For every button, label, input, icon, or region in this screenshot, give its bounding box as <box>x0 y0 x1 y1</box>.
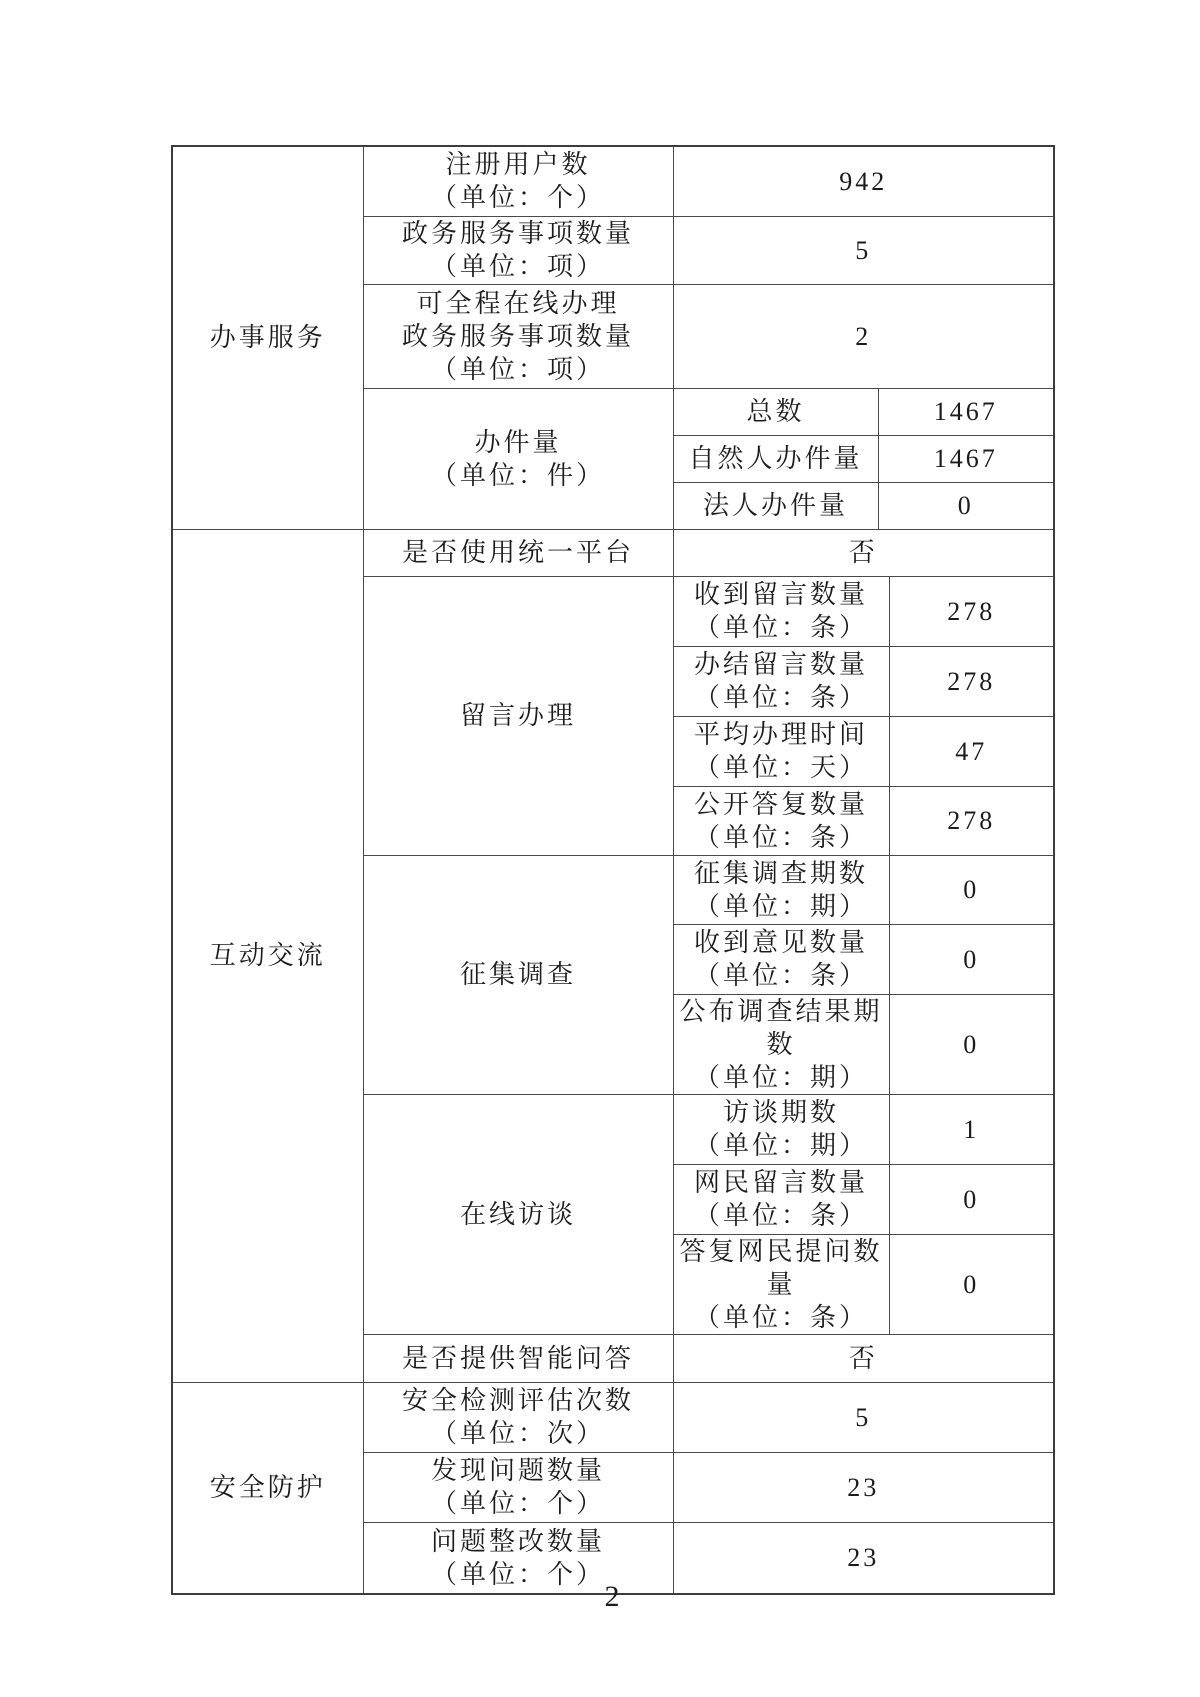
label-unit-line: （单位：次） <box>430 1419 605 1448</box>
statistics-table <box>171 145 1055 1595</box>
page-number: 2 <box>604 1580 620 1613</box>
subitem-label-natural-person-cases: 自然人办件量 <box>673 435 878 482</box>
label-unit-line: （单位：条） <box>693 961 868 990</box>
label-line: 问题整改数量 <box>430 1526 605 1556</box>
item-label-message-handling: 留言办理 <box>363 576 673 855</box>
label-unit-line: （单位：期） <box>693 891 868 921</box>
section-label-security: 安全防护 <box>172 1382 363 1594</box>
item-label-cases-handled <box>363 388 673 529</box>
label-unit-line: （单位：项） <box>430 252 605 281</box>
label-line: 政务服务事项数量 <box>401 219 634 248</box>
value-total-cases: 1467 <box>878 388 1054 435</box>
label-unit-line: （单位：条） <box>693 683 868 712</box>
value-unified-platform: 否 <box>673 529 1054 576</box>
label-unit-line: （单位：条） <box>693 822 868 852</box>
item-label-service-items <box>363 216 673 284</box>
subitem-label-netizen-messages <box>673 1164 889 1234</box>
section-label-service: 办事服务 <box>172 146 363 529</box>
value-interview-periods: 1 <box>889 1094 1054 1164</box>
value-smart-qa: 否 <box>673 1334 1054 1382</box>
subitem-label-opinions-received <box>673 924 889 994</box>
label-line: 公开答复数量 <box>693 789 868 819</box>
value-natural-person-cases: 1467 <box>878 435 1054 482</box>
item-label-online-interview: 在线访谈 <box>363 1094 673 1334</box>
label-line: 征集调查期数 <box>693 858 868 888</box>
value-netizen-questions-answered: 0 <box>889 1234 1054 1334</box>
subitem-label-netizen-questions-answered <box>673 1234 889 1334</box>
label-unit-line: （单位：项） <box>430 354 605 384</box>
item-label-security-assessments <box>363 1382 673 1452</box>
value-netizen-messages: 0 <box>889 1164 1054 1234</box>
value-online-service-items: 2 <box>673 284 1054 388</box>
label-unit-line: （单位：条） <box>693 1201 868 1230</box>
value-public-replies: 278 <box>889 786 1054 855</box>
item-label-problems-rectified <box>363 1522 673 1594</box>
label-unit-line: （单位：条） <box>693 1302 868 1332</box>
label-unit-line: （单位：条） <box>693 613 868 642</box>
item-label-problems-found <box>363 1452 673 1522</box>
label-unit-line: （单位：期） <box>693 1062 868 1092</box>
value-messages-completed: 278 <box>889 646 1054 716</box>
value-average-handling-time: 47 <box>889 716 1054 786</box>
label-line: 收到意见数量 <box>693 928 868 957</box>
subitem-label-survey-periods <box>673 855 889 924</box>
label-unit-line: （单位：个） <box>430 1489 605 1518</box>
value-problems-found: 23 <box>673 1452 1054 1522</box>
label-line: 安全检测评估次数 <box>401 1386 634 1415</box>
label-line: 注册用户数 <box>445 150 591 180</box>
subitem-label-interview-periods <box>673 1094 889 1164</box>
subitem-label-messages-received <box>673 576 889 646</box>
table-row <box>172 146 1054 216</box>
item-label-smart-qa: 是否提供智能问答 <box>363 1334 673 1382</box>
item-label-online-service-items <box>363 284 673 388</box>
label-unit-line: （单位：个） <box>430 1559 605 1589</box>
label-unit-line: （单位：天） <box>693 753 868 782</box>
label-line: 访谈期数 <box>722 1098 839 1127</box>
value-opinions-received: 0 <box>889 924 1054 994</box>
label-line: 收到留言数量 <box>693 580 868 609</box>
value-problems-rectified: 23 <box>673 1522 1054 1594</box>
subitem-label-public-replies <box>673 786 889 855</box>
subitem-label-messages-completed <box>673 646 889 716</box>
item-label-registered-users <box>363 146 673 216</box>
label-line: 网民留言数量 <box>693 1168 868 1197</box>
label-line: 政务服务事项数量 <box>401 321 634 351</box>
value-survey-results-published: 0 <box>889 994 1054 1094</box>
label-line: 发现问题数量 <box>430 1456 605 1485</box>
label-line: 可全程在线办理 <box>416 288 620 318</box>
subitem-label-survey-results-published <box>673 994 889 1094</box>
value-survey-periods: 0 <box>889 855 1054 924</box>
value-registered-users: 942 <box>673 146 1054 216</box>
subitem-label-legal-person-cases: 法人办件量 <box>673 482 878 529</box>
value-security-assessments: 5 <box>673 1382 1054 1452</box>
section-label-interaction: 互动交流 <box>172 529 363 1382</box>
label-line: 答复网民提问数量 <box>679 1236 883 1299</box>
label-unit-line: （单位：期） <box>693 1131 868 1160</box>
item-label-survey-collection: 征集调查 <box>363 855 673 1094</box>
label-line: 办结留言数量 <box>693 650 868 679</box>
table-row <box>172 1382 1054 1452</box>
item-label-unified-platform: 是否使用统一平台 <box>363 529 673 576</box>
label-line: 公布调查结果期数 <box>679 996 883 1059</box>
value-messages-received: 278 <box>889 576 1054 646</box>
value-legal-person-cases: 0 <box>878 482 1054 529</box>
label-line: 平均办理时间 <box>693 720 868 749</box>
value-service-items: 5 <box>673 216 1054 284</box>
subitem-label-average-handling-time <box>673 716 889 786</box>
label-unit-line: （单位：件） <box>430 460 605 490</box>
subitem-label-total: 总数 <box>673 388 878 435</box>
label-unit-line: （单位：个） <box>430 183 605 213</box>
table-row <box>172 529 1054 576</box>
label-line: 办件量 <box>474 427 562 457</box>
